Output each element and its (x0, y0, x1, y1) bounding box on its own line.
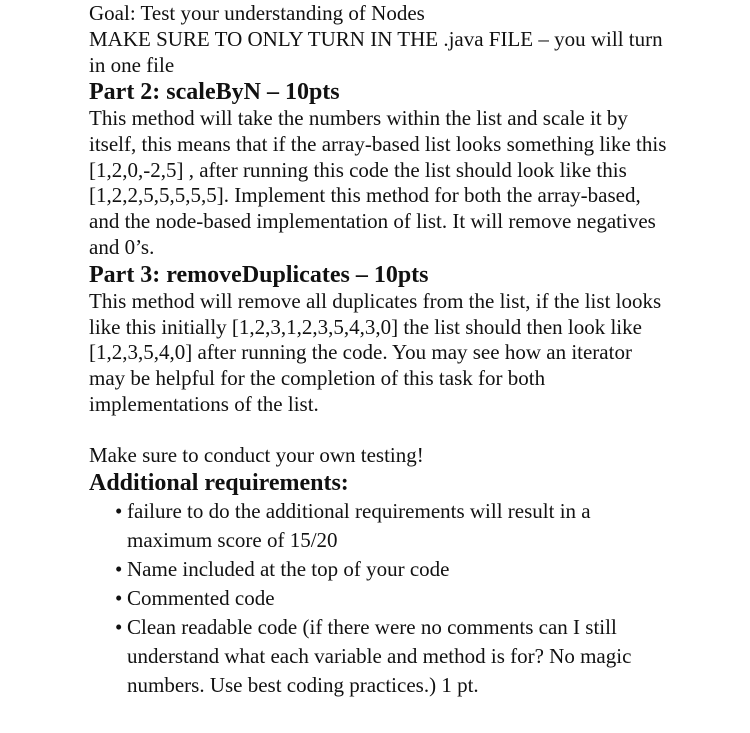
testing-note: Make sure to conduct your own testing! (89, 442, 424, 467)
part3-description: This method will remove all duplicates from the list, if the list looks like this initially [1,2,3,1,2,3,5,4,3,0] the list should then look like [1,2,3,5,4,0] after running the code. You may see how an iterator may be helpful for the completion of this task for both implementations of the list. (89, 288, 662, 416)
requirement-text: Clean readable code (if there were no comments can I still understand what each variable and method is for? No magic numbers. Use best coding practices.) 1 pt. (127, 614, 632, 697)
turn-in-instruction: MAKE SURE TO ONLY TURN IN THE .java FILE – you will turn in one file (89, 27, 663, 77)
bullet-icon: • (115, 614, 123, 639)
requirement-text: Commented code (127, 585, 275, 610)
blank-line (89, 418, 669, 443)
requirement-text: Name included at the top of your code (127, 556, 450, 581)
requirement-text: failure to do the additional requirements will result in a maximum score of 15/20 (127, 498, 591, 552)
part3-heading: Part 3: removeDuplicates – 10pts (89, 261, 429, 288)
list-item (109, 555, 669, 584)
bullet-icon: • (115, 585, 123, 610)
requirements-list (89, 497, 669, 700)
list-item (109, 613, 669, 700)
goal-line: Goal: Test your understanding of Nodes (89, 1, 425, 25)
bullet-icon: • (115, 556, 123, 581)
assignment-document (89, 0, 669, 700)
list-item (109, 584, 669, 613)
additional-requirements-heading: Additional requirements: (89, 469, 349, 496)
bullet-icon: • (115, 498, 123, 523)
part2-heading: Part 2: scaleByN – 10pts (89, 79, 340, 105)
part2-description: This method will take the numbers within the list and scale it by itself, this means that if the array-based list looks something like this [1,2,0,-2,5] , after running this code the list should look like this [1,2,2,5,5,5,5,5]. Implement this method for both the array-based, and the node-based implementation of list. It will remove negatives and 0’s. (89, 106, 667, 259)
list-item (109, 497, 669, 555)
